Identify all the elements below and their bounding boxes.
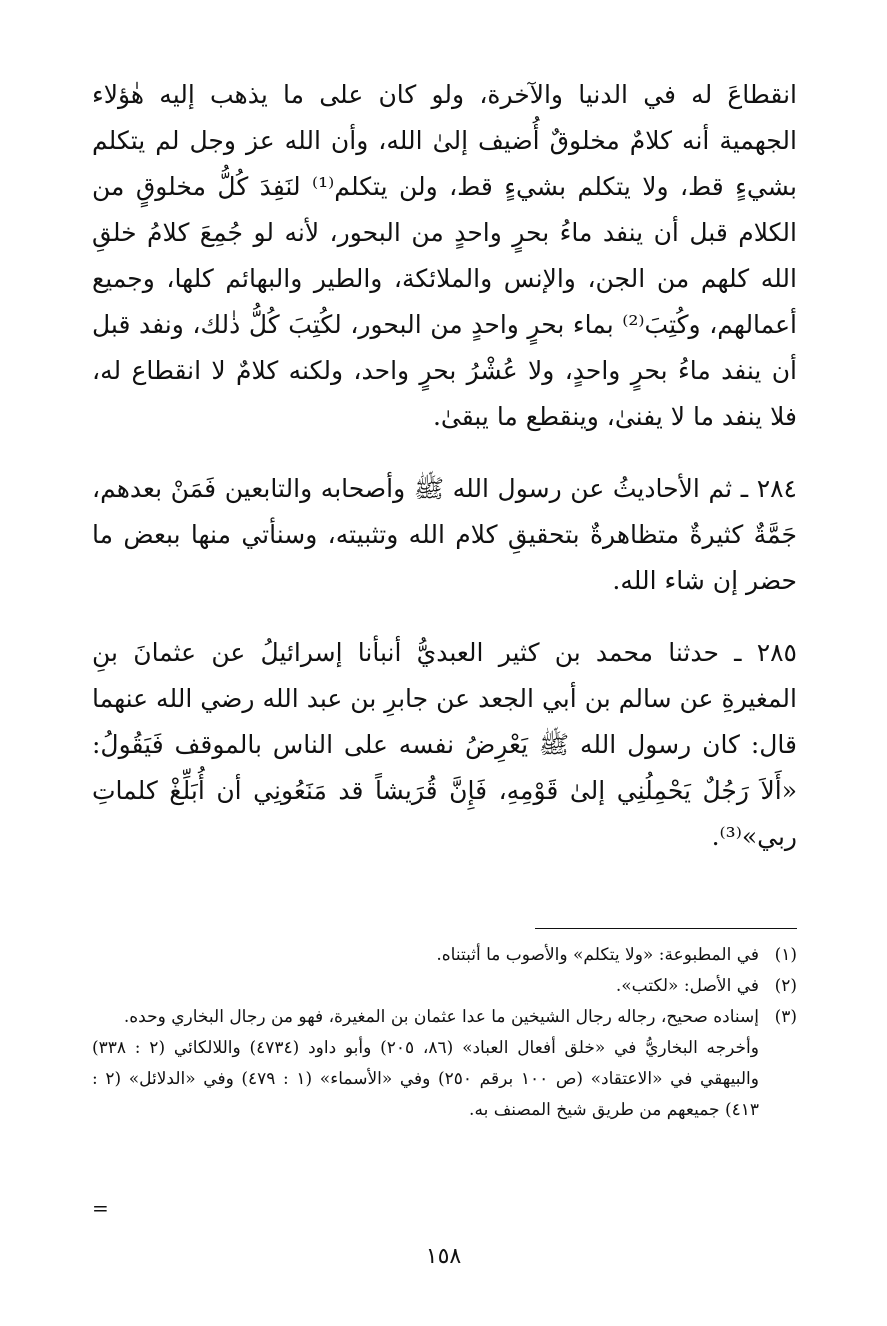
footnotes (92, 940, 797, 1126)
page-number: ١٥٨ (425, 1244, 462, 1269)
footnote-1 (92, 940, 797, 971)
footnote-text: في الأصل: «لكتب». (615, 976, 759, 996)
paragraph-1: انقطاعَ له في الدنيا والآخرة، ولو كان على ما يذهب إليه هٰؤلاء الجهمية أنه كلامٌ مخلوقٌ أُضيف إلىٰ الله، وأن الله عز وجل لم يتكلم بشيءٍ قط، ولا يتكلم بشيءٍ قط، ولن يتكلم⁽¹⁾ لنَفِدَ كُلُّ مخلوقٍ من الكلام قبل أن ينفد ماءُ بحرٍ واحدٍ من البحور، لأنه لو جُمِعَ كلامُ خلقِ الله كلهم من الجن، والإنس والملائكة، والطير والبهائم كلها، وجميع أعمالهم، وكُتِبَ⁽²⁾ بماء بحرٍ واحدٍ من البحور، لكُتِبَ كُلُّ ذٰلك، ونفد قبل أن ينفد ماءُ بحرٍ واحدٍ، ولا عُشْرُ بحرٍ واحد، ولكنه كلامٌ لا انقطاع له، فلا ينفد ما لا يفنىٰ، وينقطع ما يبقىٰ. (92, 80, 797, 431)
footnote-2 (92, 971, 797, 1002)
paragraph-284: ٢٨٤ ـ ثم الأحاديثُ عن رسول الله ﷺ وأصحابه والتابعين فَمَنْ بعدهم، جَمَّةٌ كثيرةٌ متظاهرةٌ بتحقيقِ كلام الله وتثبيته، وسنأتي منها ببعض ما حضر إن شاء الله. (92, 474, 797, 595)
main-text (92, 72, 797, 860)
footnote-text: إسناده صحيح، رجاله رجال الشيخين ما عدا عثمان بن المغيرة، فهو من رجال البخاري وحده. (123, 1007, 759, 1027)
footnote-number: (١) (774, 945, 797, 965)
continuation-mark: = (92, 1196, 109, 1220)
footnote-number: (٢) (774, 976, 797, 996)
footnote-text: في المطبوعة: «ولا يتكلم» والأصوب ما أثبتناه. (436, 945, 759, 965)
footnote-3-continuation: وأخرجه البخاريُّ في «خلق أفعال العباد» (٨٦، ٢٠٥) وأبو داود (٤٧٣٤) واللالكائي (٢ : ٣٣٨) والبيهقي في «الاعتقاد» (ص ١٠٠ برقم ٢٥٠) وفي «الأسماء» (١ : ٤٧٩) وفي «الدلائل» (٢ : ٤١٣) جميعهم من طريق شيخ المصنف به. (92, 1038, 759, 1120)
footnote-number: (٣) (774, 1007, 797, 1027)
footnote-3 (92, 1002, 797, 1033)
paragraph-285: ٢٨٥ ـ حدثنا محمد بن كثير العبديُّ أنبأنا إسرائيلُ عن عثمانَ بنِ المغيرةِ عن سالم بن أبي الجعد عن جابرِ بن عبد الله رضي الله عنهما قال: كان رسول الله ﷺ يَعْرِضُ نفسه على الناس بالموقف فَيَقُولُ: «أَلاَ رَجُلٌ يَحْمِلُنِي إلىٰ قَوْمِهِ، فَإِنَّ قُرَيشاً قد مَنَعُونِي أن أُبَلِّغْ كلماتِ ربي»⁽³⁾. (92, 638, 797, 851)
footnote-separator (535, 928, 797, 929)
